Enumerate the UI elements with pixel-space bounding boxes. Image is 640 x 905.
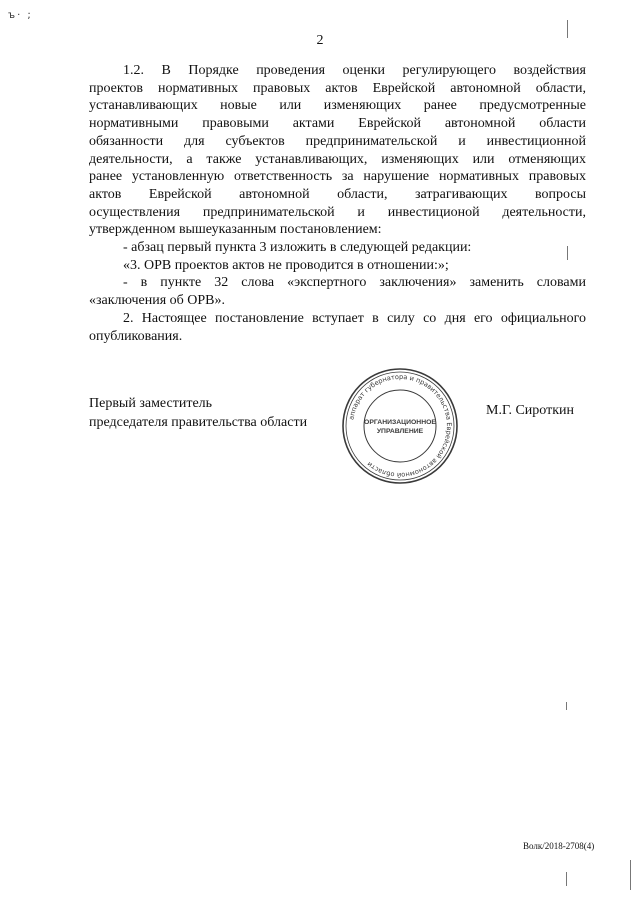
scan-artifact-line — [566, 702, 567, 710]
paragraph-line: осуществления предпринимательской и инвестиционой деятельности, — [89, 204, 586, 220]
stamp-ring-text: аппарат губернатора и правительства Еврейской автономной области — [347, 372, 454, 480]
document-body — [89, 62, 586, 345]
stamp-center-text-1: ОРГАНИЗАЦИОННОЕ — [364, 419, 436, 426]
official-stamp — [340, 366, 460, 486]
signature-name: М.Г. Сироткин — [486, 403, 575, 418]
page-number: 2 — [316, 33, 324, 48]
stamp-center-text-2: УПРАВЛЕНИЕ — [376, 428, 424, 435]
signature-title — [89, 394, 307, 432]
paragraph-line: нормативными правовыми актами Еврейской автономной области — [89, 116, 586, 132]
paragraph-abzac-line: - абзац первый пункта 3 изложить в следующей редакции: — [123, 240, 472, 256]
paragraph-item-2-line: опубликования. — [89, 328, 183, 344]
scan-artifact-line — [567, 246, 568, 260]
stamp-center-ring — [364, 390, 436, 462]
paragraph-line: обязанности для субъектов предпринимательской и инвестиционной — [89, 133, 586, 149]
paragraph-item-1-2: 1.2. В Порядке проведения оценки регулирующего воздействия — [123, 63, 586, 78]
scan-artifact-line — [567, 20, 568, 38]
stamp-inner-ring — [346, 372, 454, 480]
paragraph-item-32-line: «заключения об ОРВ». — [89, 293, 225, 309]
paragraph-line: устанавливающих новые или изменяющих ранее предусмотренные — [89, 98, 586, 114]
paragraph-quote-line: «3. ОРВ проектов актов не проводится в отношении:»; — [123, 257, 449, 273]
signature-title-line: председателя правительства области — [89, 415, 308, 430]
paragraph-line: проектов нормативных правовых актов Еврейской автономной области, — [89, 80, 586, 96]
document-code: Волк/2018-2708(4) — [523, 841, 595, 851]
paragraph-item-2-line: 2. Настоящее постановление вступает в силу со дня его официального — [123, 310, 586, 326]
paragraph-line: актов Еврейской автономной области, затрагивающих вопросы — [89, 186, 586, 202]
stamp-outer-ring — [343, 369, 457, 483]
paragraph-line: ранее установленную ответственность за нарушение нормативных правовых — [89, 169, 586, 185]
signature-title-line: Первый заместитель — [89, 396, 213, 411]
scan-artifact-line — [566, 872, 567, 886]
paragraph-line: утвержденном вышеуказанным постановлением: — [89, 222, 382, 238]
paragraph-line: деятельности, а также устанавливающих, изменяющих или отменяющих — [89, 151, 586, 167]
corner-scan-mark: ъ· ; — [8, 10, 33, 21]
scan-artifact-line — [630, 860, 631, 890]
paragraph-item-32-line: - в пункте 32 слова «экспертного заключения» заменить словами — [123, 275, 586, 291]
